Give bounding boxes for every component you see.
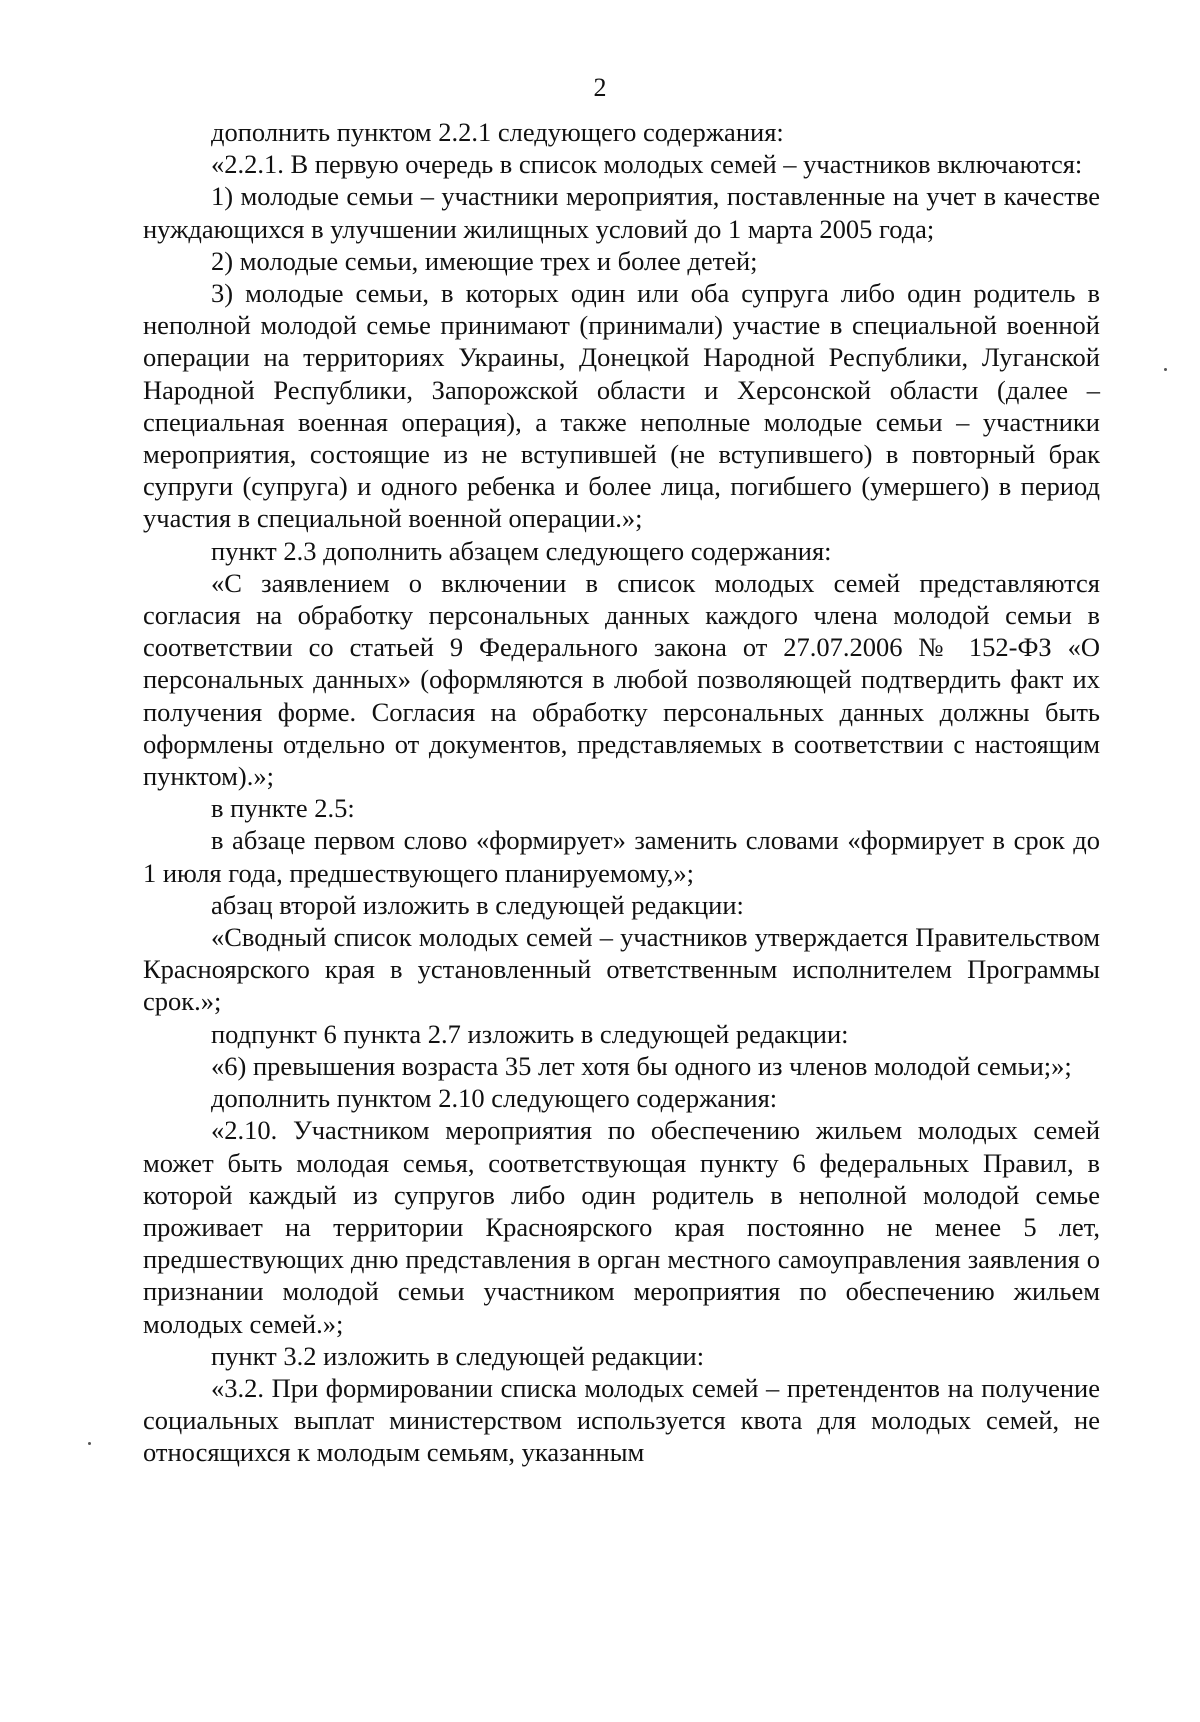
scan-speck (88, 1442, 91, 1445)
paragraph: 1) молодые семьи – участники мероприятия, поставленные на учет в качестве нуждающихся в улучшении жилищных условий до 1 марта 2005 года; (143, 181, 1100, 244)
paragraph: абзац второй изложить в следующей редакции: (211, 889, 744, 920)
paragraph: в абзаце первом слово «формирует» заменить словами «формирует в срок до 1 июля года, предшествующего планируемому,»; (143, 825, 1100, 888)
paragraph: 2) молодые семьи, имеющие трех и более детей; (211, 245, 758, 276)
document-body (143, 116, 1100, 1469)
paragraph: пункт 2.3 дополнить абзацем следующего содержания: (211, 535, 832, 566)
scan-speck (1164, 368, 1167, 371)
paragraph: дополнить пунктом 2.2.1 следующего содержания: (211, 117, 784, 147)
paragraph: «С заявлением о включении в список молодых семей представляются согласия на обработку персональных данных каждого члена молодой семьи в соответствии со статьей 9 Федерального закона от 27.07.2006 № 152-ФЗ «О персональных данных» (оформляются в любой позволяющей подтвердить факт их получения форме. Согласия на обработку персональных данных должны быть оформлены отдельно от документов, представляемых в соответствии с настоящим пунктом).»; (143, 567, 1100, 792)
paragraph: «2.2.1. В первую очередь в список молодых семей – участников включаются: (211, 149, 1083, 180)
page-number: 2 (593, 73, 607, 102)
paragraph: в пункте 2.5: (211, 793, 355, 824)
paragraph: «Сводный список молодых семей – участников утверждается Правительством Красноярского края в установленный ответственным исполнителем Программы срок.»; (143, 922, 1100, 1017)
paragraph: «6) превышения возраста 35 лет хотя бы одного из членов молодой семьи;»; (211, 1050, 1072, 1081)
paragraph: подпункт 6 пункта 2.7 изложить в следующей редакции: (211, 1018, 849, 1049)
paragraph: 3) молодые семьи, в которых один или оба супруга либо один родитель в неполной молодой семье принимают (принимали) участие в специальной военной операции на территориях Украины, Донецкой Народной Республики, Луганской Народной Республики, Запорожской области и Херсонской области (далее – специальная военная операция), а также неполные молодые семьи – участники мероприятия, состоящие из не вступившей (не вступившего) в повторный брак супруги (супруга) и одного ребенка и более лица, погибшего (умершего) в период участия в специальной военной операции.»; (143, 278, 1100, 534)
paragraph: пункт 3.2 изложить в следующей редакции: (211, 1340, 705, 1371)
paragraph: дополнить пунктом 2.10 следующего содержания: (211, 1083, 778, 1114)
paragraph: «3.2. При формировании списка молодых семей – претендентов на получение социальных выплат министерством используется квота для молодых семей, не относящихся к молодым семьям, указанным (143, 1372, 1100, 1468)
paragraph: «2.10. Участником мероприятия по обеспечению жильем молодых семей может быть молодая семья, соответствующая пункту 6 федеральных Правил, в которой каждый из супругов либо один родитель в неполной молодой семье проживает на территории Красноярского края постоянно не менее 5 лет, предшествующих дню представления в орган местного самоуправления заявления о признании молодой семьи участником мероприятия по обеспечению жильем молодых семей.»; (143, 1115, 1100, 1339)
